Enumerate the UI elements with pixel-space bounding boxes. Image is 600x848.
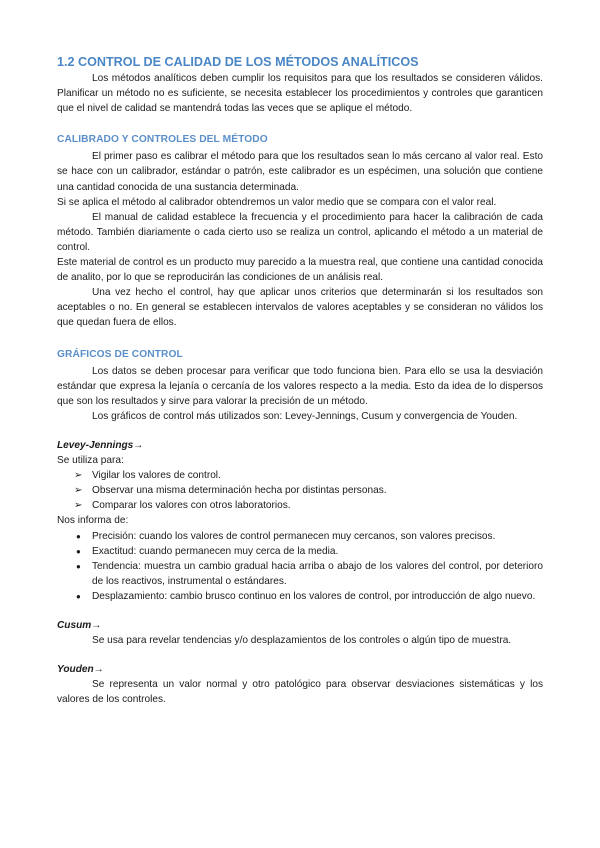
- list-item-text: Observar una misma determinación hecha por distintas personas.: [92, 485, 387, 497]
- list-item: [57, 559, 543, 589]
- paragraph-charts-1: Los datos se deben procesar para verificar que todo funciona bien. Para ello se usa la desviación estándar que expresa la lejanía o cercanía de los valores respecto a la media. Esto da idea de lo dispersos que son los resultados y sirve para valorar la precisión de un método.: [57, 365, 543, 407]
- dot-bullet-icon: ●: [76, 561, 81, 571]
- dot-bullet-icon: ●: [76, 591, 81, 601]
- arrow-bullet-icon: ➢: [74, 470, 83, 482]
- subtitle-cusum-text: Cusum: [57, 620, 92, 631]
- levey-informs-label: Nos informa de:: [57, 515, 129, 527]
- paragraph-calibration-5: Una vez hecho el control, hay que aplicar unos criterios que determinarán si los resultados son aceptables o no. En general se establecen intervalos de valores aceptables y se consideran no válidos los que quedan fuera de ellos.: [57, 287, 543, 329]
- paragraph-charts-2: Los gráficos de control más utilizados son: Levey-Jennings, Cusum y convergencia de Youden.: [92, 410, 518, 422]
- paragraph-calibration-4: Este material de control es un producto muy parecido a la muestra real, que contiene una cantidad conocida de analito, por lo que se reproducirán las condiciones de un análisis real.: [57, 257, 543, 284]
- section-title-control-charts: GRÁFICOS DE CONTROL: [57, 348, 183, 360]
- list-item: [57, 529, 543, 544]
- list-item: [57, 483, 543, 498]
- arrow-right-icon: →: [93, 664, 104, 676]
- list-item-text: Comparar los valores con otros laboratorios.: [92, 500, 291, 512]
- arrow-right-icon: →: [133, 439, 144, 451]
- arrow-right-icon: →: [91, 620, 102, 631]
- paragraph-cusum: Se usa para revelar tendencias y/o desplazamientos de los controles o algún tipo de muestra.: [92, 635, 512, 647]
- paragraph-calibration-3: El manual de calidad establece la frecuencia y el procedimiento para hacer la calibración de cada método. También diariamente o cada cierto uso se realiza un control, aplicando el método a un material de control.: [57, 211, 543, 253]
- arrow-bullet-icon: ➢: [74, 500, 83, 512]
- paragraph-calibration-2: Si se aplica el método al calibrador obtendremos un valor medio que se compara con el valor real.: [57, 196, 497, 208]
- levey-uses-list: [57, 468, 543, 513]
- dot-bullet-icon: ●: [76, 546, 81, 556]
- list-item-text: Desplazamiento: cambio brusco continuo en los valores de control, por introducción de algo nuevo.: [92, 590, 536, 602]
- list-item: [57, 468, 543, 483]
- paragraph-calibration-1: El primer paso es calibrar el método para que los resultados sean lo más cercano al valor real. Esto se hace con un calibrador, estándar o patrón, este calibrador es un espécimen, una solución que contiene una cantidad conocida de una sustancia determinada.: [57, 151, 543, 193]
- levey-informs-list: [57, 529, 543, 604]
- subtitle-youden-text: Youden: [57, 664, 94, 676]
- levey-uses-label: Se utiliza para:: [57, 455, 124, 467]
- subtitle-cusum: [57, 618, 543, 633]
- list-item: [57, 498, 543, 513]
- paragraph-youden: Se representa un valor normal y otro patológico para observar desviaciones sistemáticas y los valores de los controles.: [57, 679, 543, 706]
- section-title-quality-control: 1.2 CONTROL DE CALIDAD DE LOS MÉTODOS ANALÍTICOS: [57, 55, 419, 69]
- subtitle-youden: [57, 662, 543, 677]
- arrow-bullet-icon: ➢: [74, 485, 83, 497]
- list-item-text: Tendencia: muestra un cambio gradual hacia arriba o abajo de los valores del control, por deterioro de los reactivos, instrumental o estándares.: [92, 560, 543, 587]
- list-item: [57, 544, 543, 559]
- list-item-text: Vigilar los valores de control.: [92, 470, 221, 482]
- list-item-text: Precisión: cuando los valores de control permanecen muy cercanos, son valores precisos.: [92, 530, 496, 542]
- subtitle-levey-jennings: [57, 438, 543, 453]
- dot-bullet-icon: ●: [76, 531, 81, 541]
- list-item-text: Exactitud: cuando permanecen muy cerca de la media.: [92, 545, 339, 557]
- list-item: [57, 589, 543, 604]
- paragraph-intro: Los métodos analíticos deben cumplir los requisitos para que los resultados se consideren válidos. Planificar un método no es suficiente, se necesita establecer los procedimientos y controles que garanticen que el nivel de calidad se mantendrá todas las veces que se aplique el método.: [57, 73, 543, 115]
- section-title-calibration: CALIBRADO Y CONTROLES DEL MÉTODO: [57, 134, 268, 146]
- page-content: [57, 54, 543, 707]
- subtitle-levey-jennings-text: Levey-Jennings: [57, 439, 134, 451]
